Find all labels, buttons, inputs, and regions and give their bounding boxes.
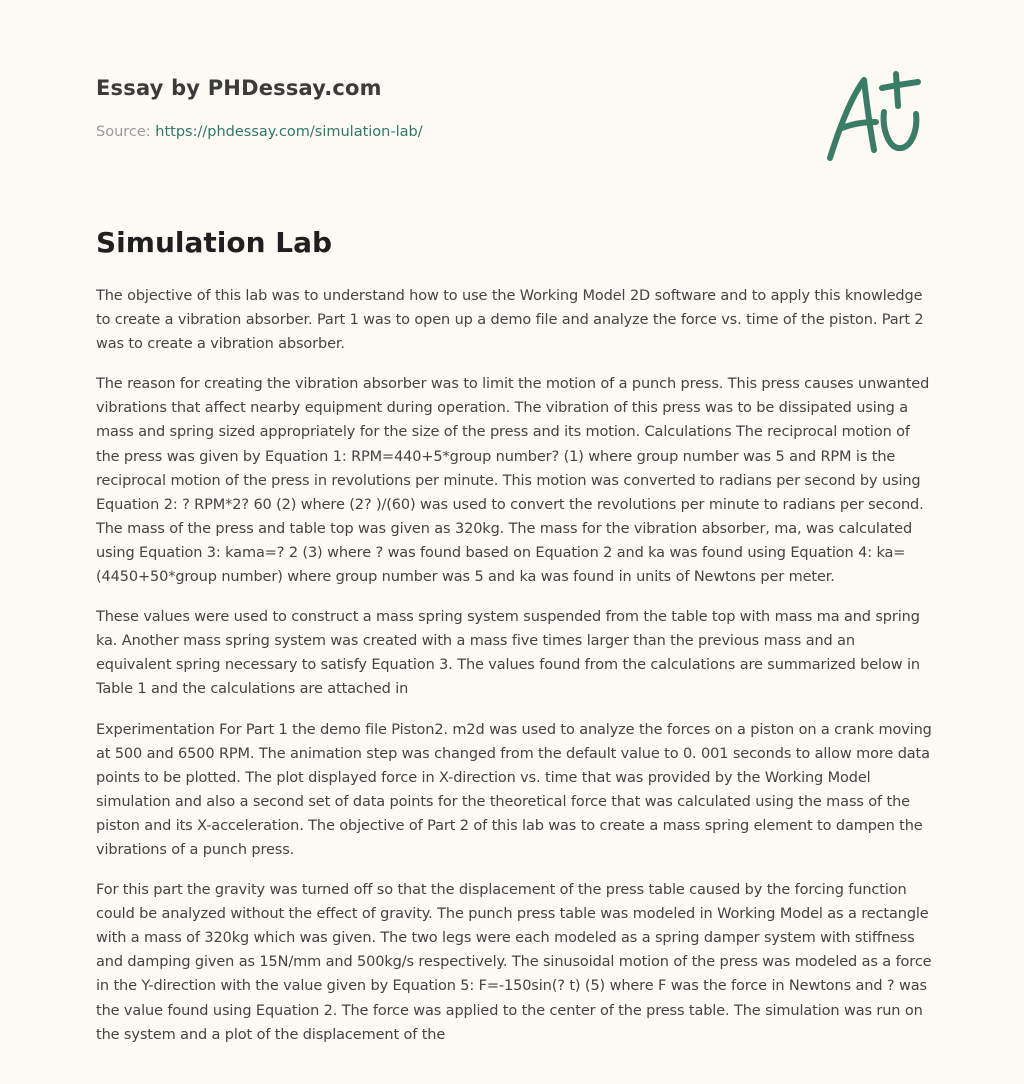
- source-label: Source:: [96, 124, 156, 140]
- essay-title: Simulation Lab: [96, 226, 333, 259]
- essay-paragraph-3: These values were used to construct a mass spring system suspended from the table top with mass ma and spring ka. Another mass spring system was created with a mass five times larger than the previous mass and an equivalent spring necessary to satisfy Equation 3. The values found from the calculations are summarized below in Table 1 and the calculations are attached in: [96, 609, 920, 698]
- source-link[interactable]: https://phdessay.com/simulation-lab/: [155, 124, 423, 140]
- a-plus-logo-icon: [818, 66, 930, 166]
- essay-paragraph-1: The objective of this lab was to understand how to use the Working Model 2D software and to apply this knowledge to create a vibration absorber. Part 1 was to open up a demo file and analyze the force vs. time of the piston. Part 2 was to create a vibration absorber.: [96, 288, 924, 353]
- essay-paragraph-4: Experimentation For Part 1 the demo file Piston2. m2d was used to analyze the forces on a piston on a crank moving at 500 and 6500 RPM. The animation step was changed from the default value to 0. 001 seconds to allow more data points to be plotted. The plot displayed force in X-direction vs. time that was provided by the Working Model simulation and also a second set of data points for the theoretical force that was calculated using the mass of the piston and its X-acceleration. The objective of Part 2 of this lab was to create a mass spring element to dampen the vibrations of a punch press.: [96, 721, 932, 858]
- essay-body: [96, 284, 932, 1063]
- essay-paragraph-5: For this part the gravity was turned off so that the displacement of the press table caused by the forcing function could be analyzed without the effect of gravity. The punch press table was modeled in Working Model as a rectangle with a mass of 320kg which was given. The two legs were each modeled as a spring damper system with stiffness and damping given as 15N/mm and 500kg/s respectively. The sinusoidal motion of the press was modeled as a force in the Y-direction with the value given by Equation 5: F=-150sin(? t) (5) where F was the force in Newtons and ? was the value found using Equation 2. The force was applied to the center of the press table. The simulation was run on the system and a plot of the displacement of the: [96, 882, 932, 1043]
- essay-paragraph-2: The reason for creating the vibration absorber was to limit the motion of a punch press. This press causes unwanted vibrations that affect nearby equipment during operation. The vibration of this press was to be dissipated using a mass and spring sized appropriately for the size of the press and its motion. Calculations The reciprocal motion of the press was given by Equation 1: RPM=440+5*group number? (1) where group number was 5 and RPM is the reciprocal motion of the press in revolutions per minute. This motion was converted to radians per second by using Equation 2: ? RPM*2? 60 (2) where (2? )/(60) was used to convert the revolutions per minute to radians per second. The mass of the press and table top was given as 320kg. The mass for the vibration absorber, ma, was calculated using Equation 3: kama=? 2 (3) where ? was found based on Equation 2 and ka was found using Equation 4: ka=(4450+50*group number) where group number was 5 and ka was found in units of Newtons per meter.: [96, 376, 930, 586]
- site-brand: Essay by PHDessay.com: [96, 76, 382, 100]
- source-line: [96, 124, 423, 140]
